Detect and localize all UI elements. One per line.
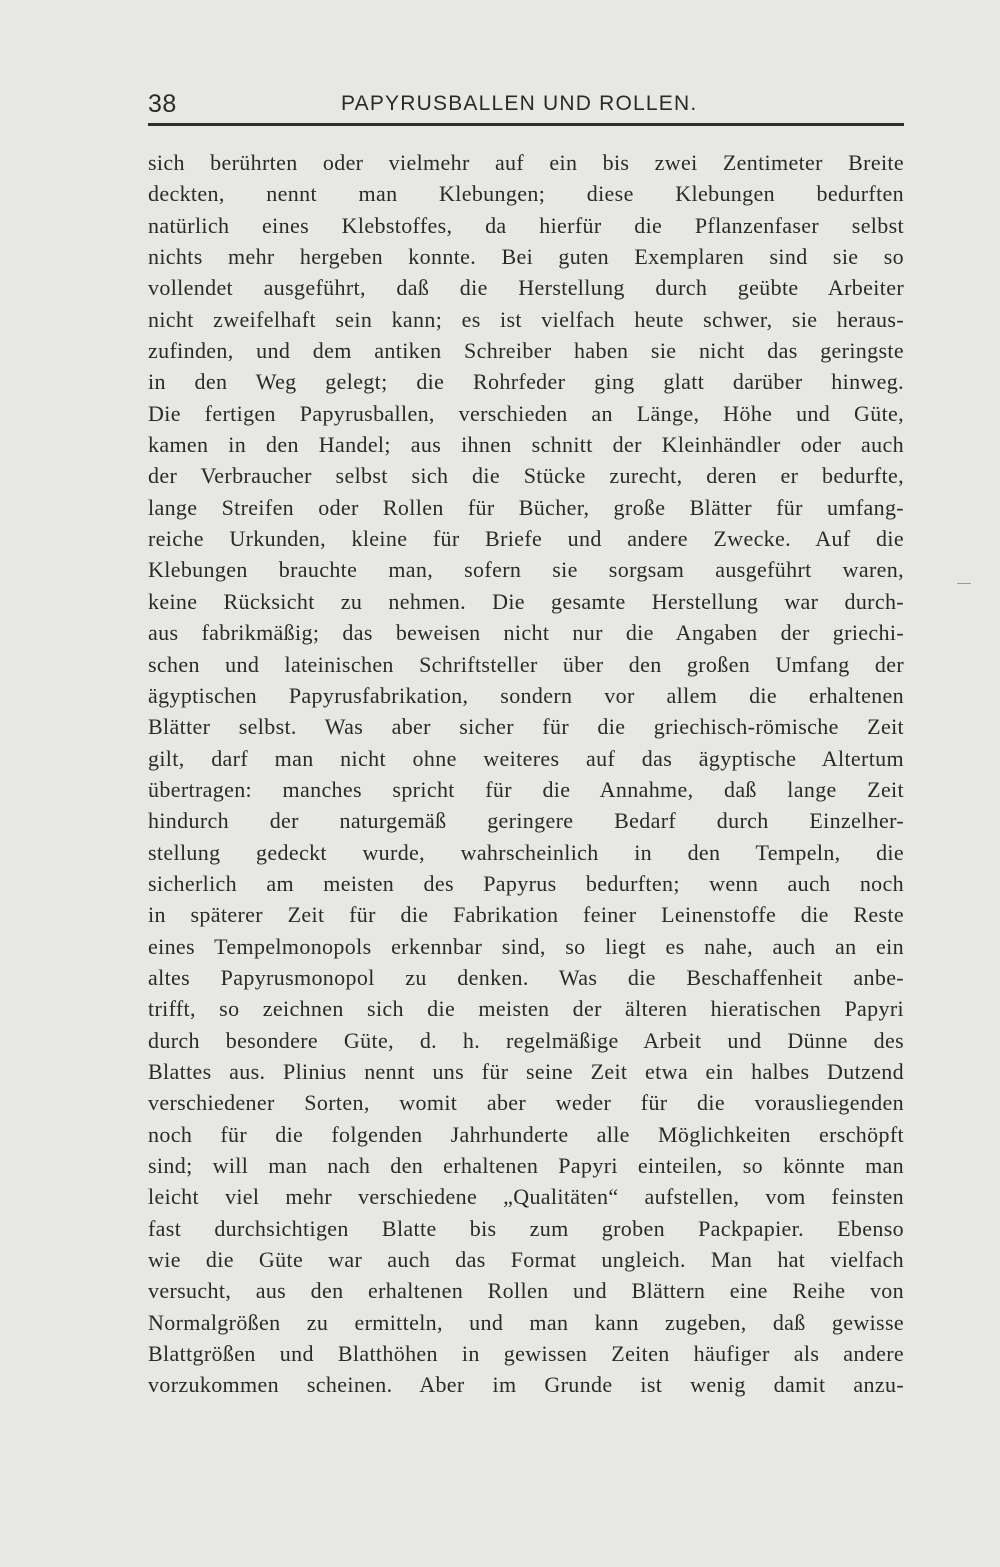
- header-rule: [148, 123, 904, 126]
- text-line: nicht zweifelhaft sein kann; es ist vielfach heute schwer, sie heraus-: [148, 306, 904, 332]
- text-line: in den Weg gelegt; die Rohrfeder ging glatt darüber hinweg.: [148, 369, 904, 395]
- text-line: der Verbraucher selbst sich die Stücke zurecht, deren er bedurfte,: [148, 463, 904, 489]
- text-line: stellung gedeckt wurde, wahrscheinlich in den Tempeln, die: [148, 839, 904, 865]
- text-line: nichts mehr hergeben konnte. Bei guten Exemplaren sind sie so: [148, 244, 904, 270]
- text-line: fast durchsichtigen Blatte bis zum groben Packpapier. Ebenso: [148, 1215, 904, 1241]
- text-line: Blattes aus. Plinius nennt uns für seine Zeit etwa ein halbes Dutzend: [148, 1058, 904, 1084]
- text-line: deckten, nennt man Klebungen; diese Klebungen bedurften: [148, 181, 904, 207]
- text-line: sind; will man nach den erhaltenen Papyri einteilen, so könnte man: [148, 1153, 904, 1178]
- text-line: versucht, aus den erhaltenen Rollen und Blättern eine Reihe von: [148, 1278, 904, 1304]
- text-line: vorzukommen scheinen. Aber im Grunde ist wenig damit anzu-: [148, 1372, 904, 1398]
- text-line: Blätter selbst. Was aber sicher für die griechisch-römische Zeit: [148, 714, 904, 740]
- text-line: vollendet ausgeführt, daß die Herstellung durch geübte Arbeiter: [148, 275, 904, 301]
- text-line: Klebungen brauchte man, sofern sie sorgsam ausgeführt waren,: [148, 557, 904, 583]
- text-line: noch für die folgenden Jahrhunderte alle Möglichkeiten erschöpft: [148, 1121, 904, 1147]
- text-line: kamen in den Handel; aus ihnen schnitt der Kleinhändler oder auch: [148, 432, 904, 458]
- text-line: übertragen: manches spricht für die Annahme, daß lange Zeit: [148, 776, 904, 802]
- page-number: 38: [148, 90, 177, 118]
- text-line: altes Papyrusmonopol zu denken. Was die Beschaffenheit anbe-: [148, 964, 904, 990]
- text-line: durch besondere Güte, d. h. regelmäßige Arbeit und Dünne des: [148, 1027, 904, 1053]
- text-line: wie die Güte war auch das Format ungleich. Man hat vielfach: [148, 1247, 904, 1273]
- text-line: lange Streifen oder Rollen für Bücher, große Blätter für umfang-: [148, 494, 904, 520]
- text-line: keine Rücksicht zu nehmen. Die gesamte Herstellung war durch-: [148, 588, 904, 614]
- text-line: sich berührten oder vielmehr auf ein bis zwei Zentimeter Breite: [148, 150, 904, 175]
- text-line: trifft, so zeichnen sich die meisten der älteren hieratischen Papyri: [148, 996, 904, 1022]
- text-line: aus fabrikmäßig; das beweisen nicht nur die Angaben der griechi-: [148, 620, 904, 646]
- text-line: sicherlich am meisten des Papyrus bedurften; wenn auch noch: [148, 870, 904, 896]
- text-line: ägyptischen Papyrusfabrikation, sondern vor allem die erhaltenen: [148, 682, 904, 708]
- text-line: leicht viel mehr verschiedene „Qualitäten“ aufstellen, vom feinsten: [148, 1184, 904, 1210]
- text-line: Die fertigen Papyrusballen, verschieden an Länge, Höhe und Güte,: [148, 400, 904, 426]
- text-line: verschiedener Sorten, womit aber weder für die vorausliegenden: [148, 1090, 904, 1116]
- text-line: reiche Urkunden, kleine für Briefe und andere Zwecke. Auf die: [148, 526, 904, 552]
- body-text: [148, 147, 904, 1401]
- text-line: eines Tempelmonopols erkennbar sind, so liegt es nahe, auch an ein: [148, 933, 904, 959]
- margin-mark: [957, 583, 971, 584]
- page-header: [148, 88, 904, 124]
- text-line: in späterer Zeit für die Fabrikation feiner Leinenstoffe die Reste: [148, 902, 904, 928]
- text-line: schen und lateinischen Schriftsteller über den großen Umfang der: [148, 651, 904, 677]
- text-line: Blattgrößen und Blatthöhen in gewissen Zeiten häufiger als andere: [148, 1341, 904, 1367]
- running-title: PAPYRUSBALLEN UND ROLLEN.: [341, 92, 698, 115]
- text-line: hindurch der naturgemäß geringere Bedarf durch Einzelher-: [148, 808, 904, 834]
- text-line: gilt, darf man nicht ohne weiteres auf das ägyptische Altertum: [148, 745, 904, 771]
- text-line: Normalgrößen zu ermitteln, und man kann zugeben, daß gewisse: [148, 1309, 904, 1335]
- text-line: natürlich eines Klebstoffes, da hierfür die Pflanzenfaser selbst: [148, 212, 904, 238]
- text-line: zufinden, und dem antiken Schreiber haben sie nicht das geringste: [148, 338, 904, 364]
